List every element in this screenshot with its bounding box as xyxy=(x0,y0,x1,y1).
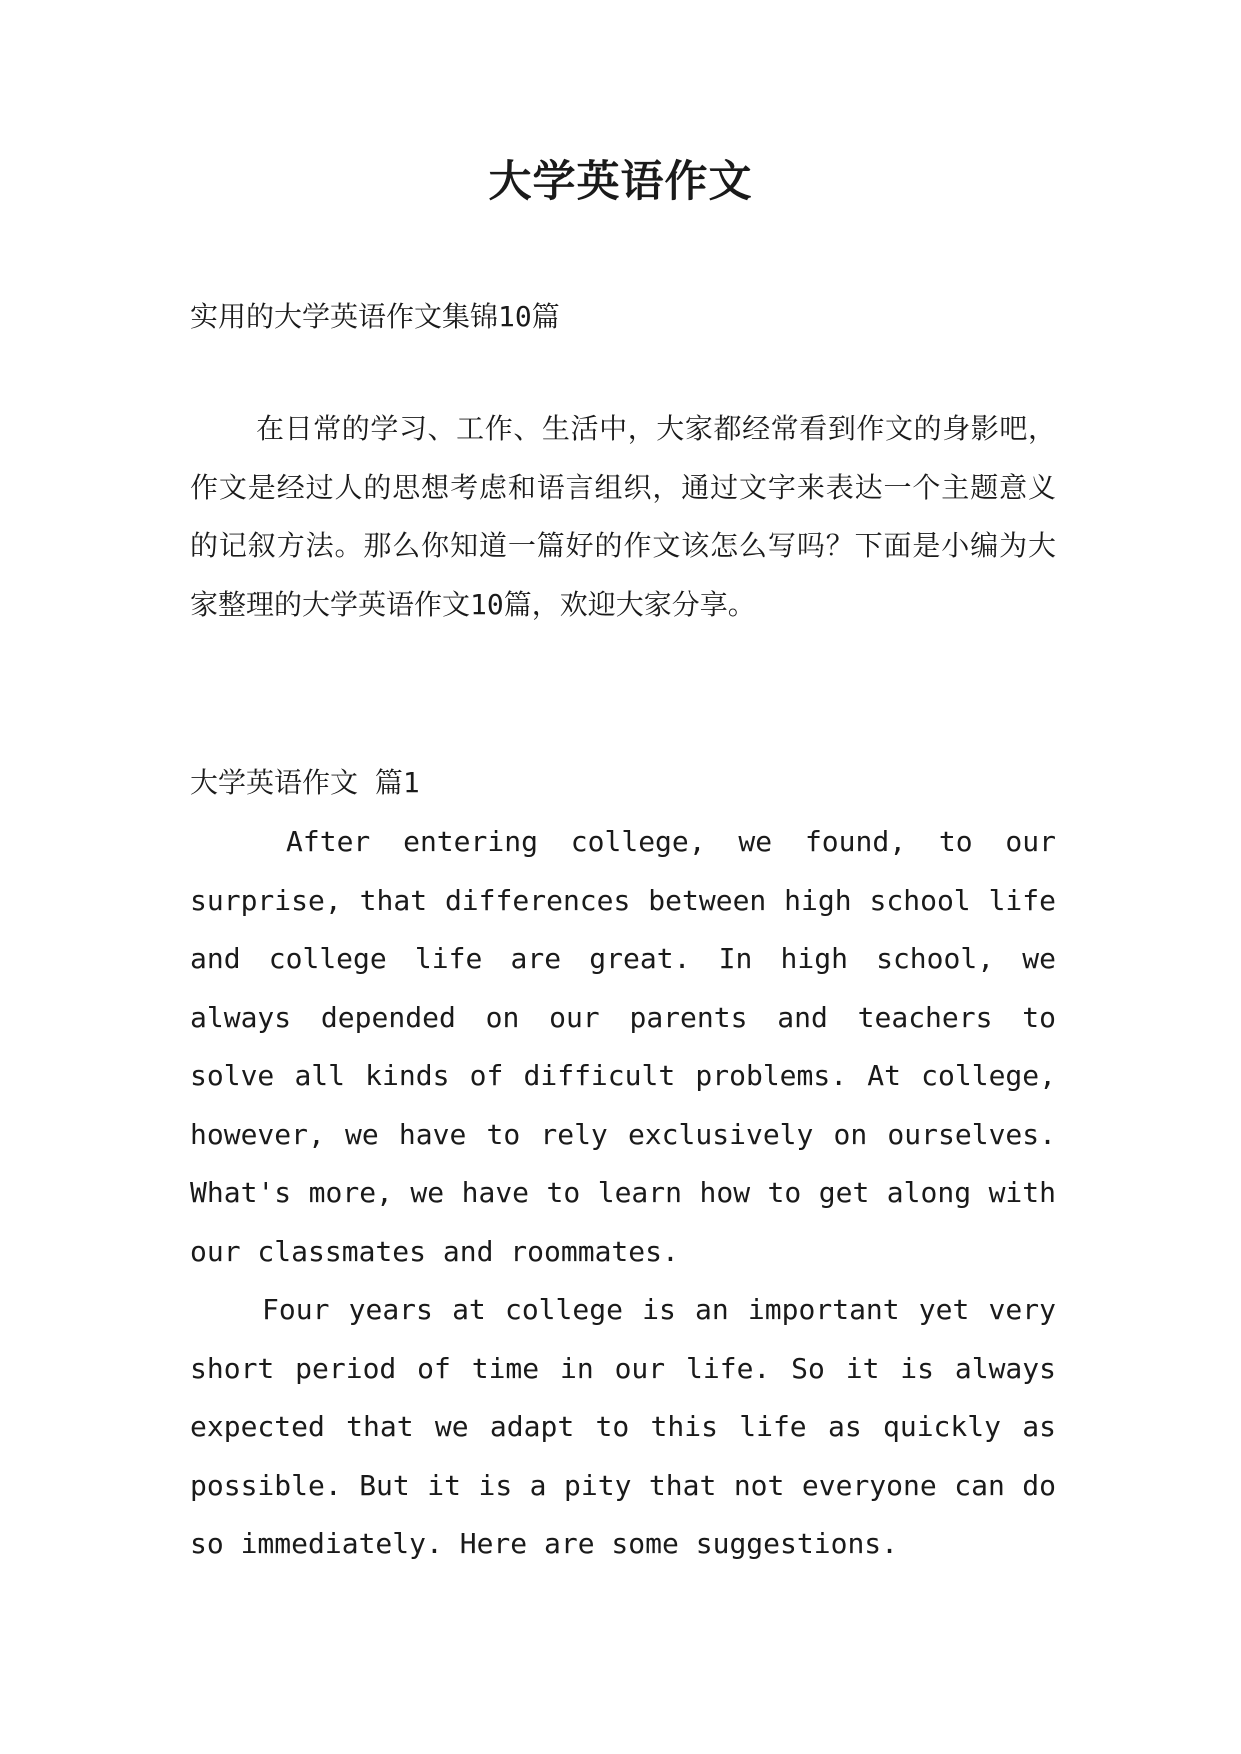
document-subtitle: 实用的大学英语作文集锦10篇 xyxy=(190,300,560,333)
document-title: 大学英语作文 xyxy=(488,157,753,207)
body-paragraph: After entering college, we found, to our surprise, that differences between high school life and college life are great. In high school, we always depended on our parents and teachers to solve all kinds of difficult problems. At college, however, we have to rely exclusively on ourselves. What's more, we have to learn how to get along with our classmates and roommates. xyxy=(190,825,1056,1268)
body-paragraph: Four years at college is an important yet very short period of time in our life. So it is always expected that we adapt to this life as quickly as possible. But it is a pity that not everyone can do so immediately. Here are some suggestions. xyxy=(190,1293,1056,1560)
intro-paragraph: 在日常的学习、工作、生活中，大家都经常看到作文的身影吧，作文是经过人的思想考虑和语言组织，通过文字来表达一个主题意义的记叙方法。那么你知道一篇好的作文该怎么写吗？下面是小编为大家整理的大学英语作文10篇，欢迎大家分享。 xyxy=(190,412,1056,621)
section-heading: 大学英语作文 篇1 xyxy=(190,766,420,799)
